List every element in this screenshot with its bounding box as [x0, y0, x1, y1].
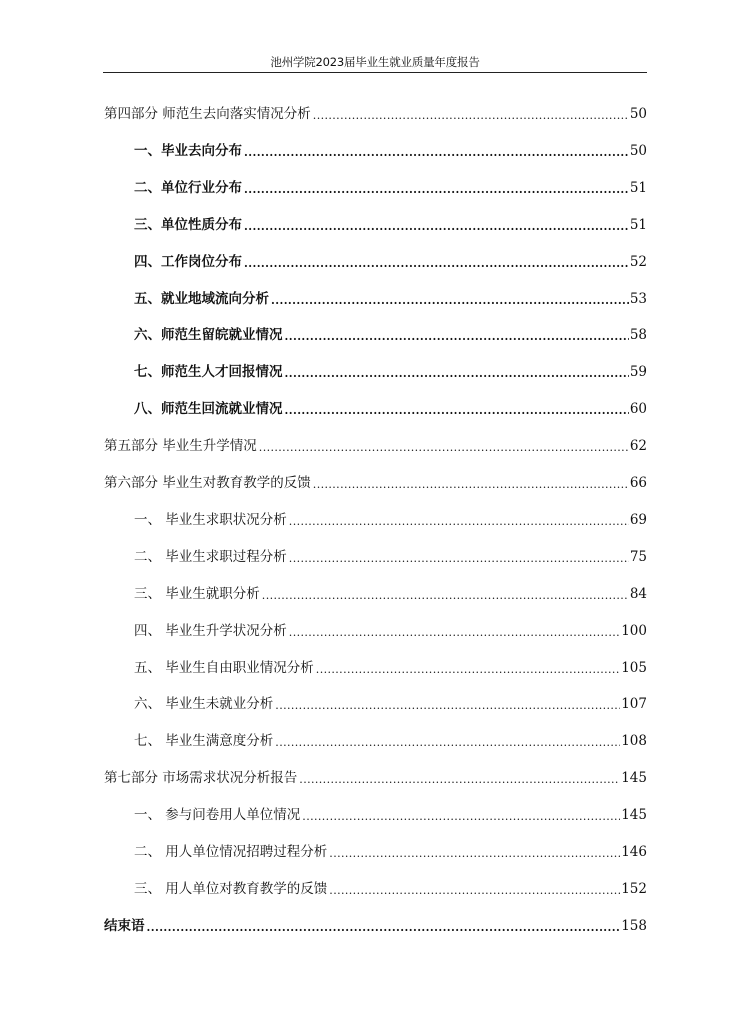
toc-entry[interactable] [134, 547, 647, 567]
toc-entry-label: 八、师范生回流就业情况 [134, 401, 283, 418]
toc-dot-leader [313, 473, 629, 493]
toc-page-number: 75 [629, 548, 647, 565]
toc-dot-leader [313, 104, 629, 124]
toc-dot-leader [289, 621, 620, 641]
toc-dot-leader [329, 842, 620, 862]
toc-page-number: 108 [621, 733, 647, 750]
toc-dot-leader [275, 694, 620, 714]
toc-entry-label: 结束语 [104, 917, 145, 934]
toc-entry-label: 四、工作岗位分布 [134, 253, 242, 270]
toc-entry-label: 二、 毕业生求职过程分析 [134, 548, 287, 565]
toc-entry-label: 七、 毕业生满意度分析 [134, 733, 274, 750]
toc-entry[interactable] [134, 325, 647, 345]
toc-entry-label: 二、 用人单位情况招聘过程分析 [134, 844, 328, 860]
toc-page-number: 58 [629, 327, 647, 344]
toc-dot-leader [285, 325, 629, 345]
toc-entry[interactable] [134, 584, 647, 604]
toc-dot-leader [289, 510, 629, 530]
toc-entry[interactable] [104, 473, 647, 493]
toc-entry[interactable] [134, 694, 647, 714]
toc-page-number: 60 [629, 401, 647, 418]
toc-entry-label: 六、师范生留皖就业情况 [134, 327, 283, 344]
toc-entry[interactable] [134, 215, 647, 235]
toc-entry-label: 三、 用人单位对教育教学的反馈 [134, 880, 328, 897]
toc-entry[interactable] [134, 805, 647, 825]
toc-dot-leader [285, 362, 629, 382]
toc-page-number: 50 [629, 106, 647, 122]
toc-page-number: 62 [629, 438, 647, 455]
toc-entry-label: 第四部分 师范生去向落实情况分析 [104, 106, 311, 122]
toc-entry[interactable] [134, 510, 647, 530]
toc-entry[interactable] [104, 768, 647, 788]
toc-entry[interactable] [104, 916, 647, 936]
toc-entry[interactable] [134, 178, 647, 198]
toc-page-number: 59 [629, 364, 647, 381]
toc-dot-leader [259, 436, 629, 456]
toc-dot-leader [147, 916, 621, 936]
toc-dot-leader [299, 768, 620, 788]
toc-entry[interactable] [134, 658, 647, 678]
toc-page-number: 52 [629, 253, 647, 270]
toc-dot-leader [244, 252, 629, 272]
toc-page-number: 69 [629, 511, 647, 528]
toc-entry-label: 一、 参与问卷用人单位情况 [134, 807, 301, 824]
toc-entry[interactable] [134, 399, 647, 419]
toc-dot-leader [244, 178, 629, 198]
toc-page-number: 152 [621, 880, 647, 897]
running-header: 池州学院2023届毕业生就业质量年度报告 [270, 55, 480, 69]
toc-entry-label: 第五部分 毕业生升学情况 [104, 438, 257, 455]
toc-page-number: 105 [621, 659, 647, 676]
toc-dot-leader [302, 805, 620, 825]
toc-entry-label: 一、 毕业生求职状况分析 [134, 511, 287, 528]
toc-page-number: 51 [629, 179, 647, 196]
toc-dot-leader [275, 731, 620, 751]
toc-page-number: 50 [629, 142, 647, 159]
toc-dot-leader [329, 879, 620, 899]
toc-page-number: 66 [629, 475, 647, 491]
toc-page-number: 107 [621, 696, 647, 713]
toc-entry-label: 第六部分 毕业生对教育教学的反馈 [104, 475, 311, 491]
toc-page-number: 100 [621, 622, 647, 639]
toc-entry[interactable] [134, 731, 647, 751]
toc-page-number: 145 [621, 770, 647, 787]
toc-dot-leader [271, 289, 629, 309]
toc-entry-label: 第七部分 市场需求状况分析报告 [104, 770, 298, 787]
toc-page-number: 146 [621, 844, 647, 860]
toc-entry-label: 六、 毕业生未就业分析 [134, 696, 274, 713]
toc-entry[interactable] [134, 879, 647, 899]
toc-page-number: 145 [621, 807, 647, 824]
toc-entry-label: 三、单位性质分布 [134, 216, 242, 233]
toc-dot-leader [289, 547, 629, 567]
toc-entry-label: 七、师范生人才回报情况 [134, 364, 283, 381]
toc-page-number: 51 [629, 216, 647, 233]
toc-entry[interactable] [104, 104, 647, 124]
toc-entry[interactable] [134, 289, 647, 309]
toc-entry-label: 三、 毕业生就职分析 [134, 585, 260, 602]
toc-page-number: 53 [629, 290, 647, 307]
toc-entry[interactable] [134, 621, 647, 641]
toc-entry-label: 五、就业地域流向分析 [134, 290, 269, 307]
toc-dot-leader [316, 658, 620, 678]
toc-entry[interactable] [134, 252, 647, 272]
toc-entry[interactable] [134, 362, 647, 382]
toc-page-number: 84 [629, 585, 647, 602]
toc-entry-label: 一、毕业去向分布 [134, 142, 242, 159]
toc-entry[interactable] [104, 436, 647, 456]
toc-entry[interactable] [134, 141, 647, 161]
toc-dot-leader [262, 584, 629, 604]
toc-page-number: 158 [621, 917, 647, 934]
toc-entry-label: 五、 毕业生自由职业情况分析 [134, 659, 314, 676]
toc-dot-leader [285, 399, 629, 419]
toc-dot-leader [244, 141, 629, 161]
toc-dot-leader [244, 215, 629, 235]
toc-entry-label: 四、 毕业生升学状况分析 [134, 622, 287, 639]
toc-entry-label: 二、单位行业分布 [134, 179, 242, 196]
toc-entry[interactable] [134, 842, 647, 862]
